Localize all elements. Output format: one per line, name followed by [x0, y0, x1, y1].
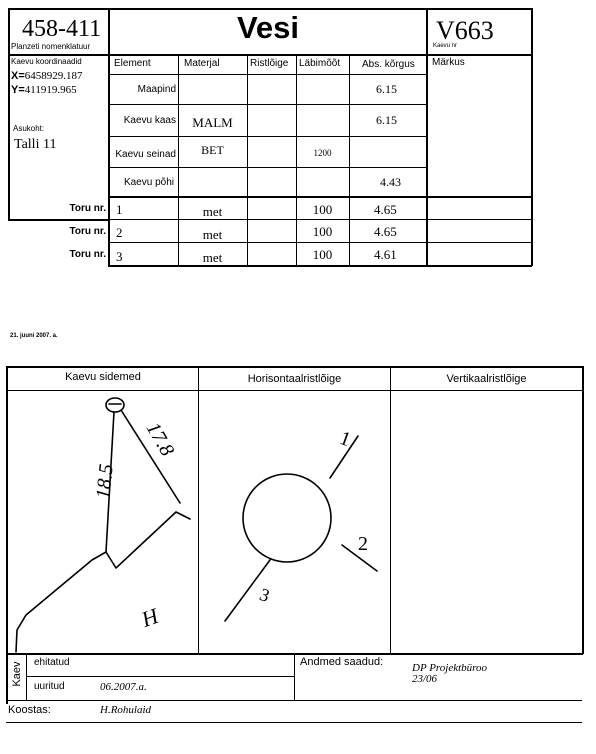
- dimension-label-a: 18.5: [92, 462, 118, 501]
- abs-height-cell: 6.15: [376, 113, 397, 127]
- pipe-material: met: [202, 249, 223, 265]
- dimension-label-b: 17.8: [141, 418, 179, 460]
- compiled-label: Koostas:: [8, 704, 51, 716]
- data-from-label: Andmed saadud:: [300, 656, 384, 668]
- compiled-value: H.Rohulaid: [100, 704, 152, 716]
- pipe-label: Toru nr.: [69, 203, 106, 214]
- x-value: 6458929.187: [24, 70, 83, 82]
- col-header-cross-section: Ristlõige: [250, 58, 289, 69]
- nomenclature-number: 458-411: [22, 16, 102, 42]
- element-cell: Kaevu põhi: [123, 176, 174, 188]
- element-cell: Kaevu kaas: [123, 115, 176, 126]
- pipe-number: 2: [116, 224, 123, 240]
- col-header-abs-height: Abs. kõrgus: [362, 59, 415, 70]
- pipe-abs-height: 4.65: [374, 223, 397, 239]
- material-cell: BET: [201, 142, 224, 157]
- pipe-material: met: [202, 226, 223, 242]
- col-header-remarks: Märkus: [432, 57, 465, 68]
- diameter-cell: 1200: [313, 147, 332, 158]
- date-stamp: 21. juuni 2007. a.: [10, 333, 58, 339]
- element-cell: Maapind: [137, 84, 176, 95]
- well-number-label: Kaevu nr: [433, 43, 458, 49]
- pipe-material: met: [202, 203, 223, 219]
- page-title: Vesi: [236, 10, 300, 45]
- pipe-label-3: 3: [257, 584, 273, 606]
- data-from-value: DP Projektbüroo: [412, 662, 488, 674]
- y-value: 411919.965: [24, 84, 77, 96]
- abs-height-cell: 6.15: [376, 82, 397, 96]
- material-cell: MALM: [192, 114, 233, 130]
- y-label: Y=: [11, 84, 25, 96]
- col-header-diameter: Läbimõõt: [299, 58, 341, 69]
- col-header-element: Element: [114, 58, 151, 69]
- surveyed-label: uuritud: [34, 681, 65, 692]
- connection-path: [16, 552, 106, 652]
- location-value: Talli 11: [14, 137, 57, 152]
- pipe-abs-height: 4.65: [374, 201, 397, 217]
- pipe-number: 1: [116, 201, 123, 217]
- element-cell: Kaevu seinad: [115, 149, 176, 160]
- coords-label: Kaevu koordinaadid: [11, 57, 82, 66]
- location-label: Asukoht:: [13, 124, 45, 133]
- nomenclature-label: Planzeti nomenklatuur: [11, 42, 91, 51]
- x-label: X=: [11, 70, 25, 82]
- dimension-label-c: H: [138, 603, 162, 632]
- surveyed-value: 06.2007.a.: [100, 681, 147, 693]
- col-header-material: Materjal: [184, 58, 220, 69]
- side-label: Kaev: [11, 661, 23, 687]
- pipe-diameter: 100: [312, 223, 333, 239]
- pipe-label: Toru nr.: [69, 248, 106, 260]
- pipe-label-1: 1: [336, 426, 354, 452]
- built-label: ehitatud: [34, 657, 70, 668]
- section-title-vertical: Vertikaalristlõige: [446, 373, 527, 385]
- well-cross-section-icon: [243, 474, 331, 562]
- pipe-diameter: 100: [312, 246, 333, 262]
- pipe-abs-height: 4.61: [374, 246, 397, 262]
- pipe-number: 3: [116, 248, 123, 264]
- pipe-diameter: 100: [312, 201, 333, 217]
- pipe-label-2: 2: [358, 533, 368, 555]
- abs-height-cell: 4.43: [380, 174, 401, 189]
- section-title-horizontal: Horisontaalristlõige: [247, 373, 342, 385]
- data-from-date: 23/06: [412, 673, 438, 685]
- well-number: V663: [436, 16, 494, 45]
- section-title-connections: Kaevu sidemed: [65, 371, 141, 383]
- pipe-label: Toru nr.: [69, 225, 106, 237]
